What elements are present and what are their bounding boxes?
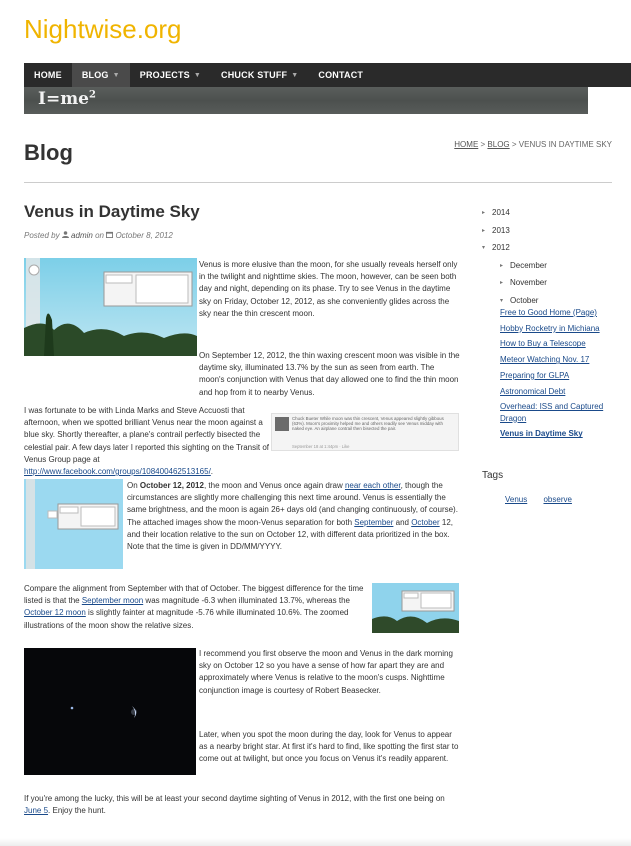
archive-year-2013[interactable] [482, 222, 622, 240]
chevron-right-icon: ▸ [500, 280, 504, 287]
archive-year-2012[interactable] [482, 239, 622, 257]
archive-post-link-current[interactable]: Venus in Daytime Sky [500, 429, 583, 439]
archive-month-label: October [510, 295, 539, 305]
archive-sidebar [482, 204, 622, 309]
post-paragraph-3 [24, 405, 270, 478]
archive-month-label: November [510, 278, 547, 288]
post-paragraph-8-text-b: . Enjoy the hunt. [48, 806, 106, 816]
chalkboard-banner [24, 87, 588, 114]
main-nav [24, 63, 631, 87]
post-meta [24, 231, 173, 240]
post-paragraph-4-text-d: 12, and their location relative to the sun on October 12, with different data prioritized in the box. Note that the time is given in DD/MM/YYYY. [127, 517, 453, 552]
september-link[interactable]: September [354, 517, 394, 527]
banner-formula [38, 89, 96, 109]
tag-observe[interactable]: observe [543, 495, 572, 504]
post-paragraph-5-text-c: is slightly fainter at magnitude -5.76 while illuminated 10.6%. The zoomed illustrations of the moon show the relative sizes. [24, 608, 349, 630]
nav-chuck-stuff[interactable] [211, 63, 308, 87]
chevron-down-icon: ▾ [500, 297, 504, 304]
posted-by-label: Posted by [24, 231, 60, 240]
post-paragraph-1: Venus is more elusive than the moon, for she usually reveals herself only in the twilight and nighttime skies. The moon, however, can be seen both day and night, depending on its phase. Try to see Venus in the daytime sky on Friday, October 12, 2012, as she conveniently glides across the sky near the thin crescent moon. [199, 260, 458, 318]
breadcrumb-separator: > [511, 140, 517, 149]
list-item [500, 401, 620, 424]
chevron-down-icon: ▼ [291, 71, 299, 79]
chevron-down-icon: ▼ [112, 71, 120, 79]
post-paragraph-5-text-a: Compare the alignment from September with that of October. The biggest difference for the time listed is that the [24, 584, 364, 606]
post-paragraph-8-text-a: If you're among the lucky, this will be at least your second daytime sighting of Venus in 2012, with the first one being on [24, 794, 445, 803]
post-paragraph-3-end: . [210, 467, 214, 477]
chevron-right-icon: ▸ [482, 210, 486, 217]
archive-year-label: 2012 [492, 243, 510, 253]
post-paragraph-4-text-b: , though the circumstances are slightly more challenging this next time around. Venus is essentially the same brightness, and the moon is again 26+ days old (and changing continuously, of course). The attached images show the moon-Venus separation for both [127, 481, 458, 527]
archive-year-label: 2014 [492, 208, 510, 218]
archive-post-link[interactable]: Preparing for GLPA [500, 370, 570, 380]
archive-months [482, 257, 622, 310]
nav-blog-label: BLOG [81, 70, 109, 80]
archive-post-link[interactable]: Free to Good Home (Page) [500, 308, 597, 317]
nighttime-conjunction-image[interactable] [24, 648, 196, 775]
breadcrumb-blog-link[interactable]: BLOG [487, 140, 510, 149]
post-title[interactable]: Venus in Daytime Sky [24, 202, 200, 221]
title-divider [24, 182, 612, 183]
chevron-right-icon: ▸ [500, 262, 504, 269]
list-item [500, 370, 620, 381]
chevron-down-icon: ▼ [193, 71, 202, 79]
near-each-other-link[interactable]: near each other [344, 481, 401, 490]
on-label: on [95, 231, 104, 240]
september-moon-link[interactable]: September moon [81, 596, 144, 606]
post-paragraph-4-text-a: , the moon and Venus once again draw [203, 481, 345, 490]
breadcrumb-separator: > [480, 140, 486, 149]
archive-month-label: December [510, 260, 547, 270]
list-item [500, 338, 620, 349]
site-title[interactable]: Nightwise.org [24, 14, 182, 44]
nav-projects[interactable] [130, 63, 211, 87]
sky-simulation-image-sun[interactable] [372, 583, 459, 633]
sky-simulation-image-october[interactable] [24, 479, 123, 569]
banner-formula-base: I=me [38, 89, 89, 109]
list-item [500, 386, 620, 397]
post-paragraph-3-text: I was fortunate to be with Linda Marks and Steve Accuosti that afternoon, when we spotted brilliant Venus near the moon against a blue sky. Shortly thereafter, a plane's contrail perfectly bisected the celestial pair. A few days later I reported this sighting on the Transit of Venus Group page at [24, 406, 270, 464]
user-icon [62, 231, 71, 240]
nav-home-label: HOME [34, 70, 62, 80]
post-paragraph-4-date: October 12, 2012 [139, 481, 204, 490]
page-title: Blog [24, 140, 73, 165]
nav-contact-label: CONTACT [318, 70, 364, 80]
archive-year-2014[interactable] [482, 204, 622, 222]
avatar [275, 417, 289, 431]
facebook-post-date: September 18 at 1:44pm · Like [292, 444, 350, 449]
tag-cloud [505, 495, 586, 504]
archive-year-label: 2013 [492, 225, 510, 235]
post-paragraph-8 [24, 793, 461, 817]
archive-month-december[interactable] [500, 257, 622, 275]
post-author[interactable]: admin [71, 231, 93, 240]
list-item [500, 354, 620, 365]
post-date: October 8, 2012 [115, 231, 173, 240]
facebook-group-link[interactable]: http://www.facebook.com/groups/108400462513165/ [24, 467, 211, 477]
list-item [500, 307, 620, 318]
sky-simulation-image-september[interactable] [24, 258, 197, 356]
facebook-post-caption: Chuck Bueter While moon was thin crescent, Venus appeared slightly gibbous (63%). Moon's proximity helped me and others readily see Venus midday with naked eye. An airplane contrail then bisected the pair. [292, 416, 444, 432]
post-paragraph-7: Later, when you spot the moon during the day, look for Venus to appear as a nearby bright star. At first it's hard to find, like spotting the first star to come out at twilight, but once you focus on Venus it's readily apparent. [199, 730, 459, 764]
nav-chuck-stuff-label: CHUCK STUFF [221, 70, 288, 80]
nav-contact[interactable] [308, 63, 373, 87]
chevron-down-icon: ▾ [482, 245, 486, 252]
breadcrumb [454, 140, 612, 149]
october-link[interactable]: October [411, 517, 440, 527]
breadcrumb-home-link[interactable]: HOME [454, 140, 479, 149]
june-5-link[interactable]: June 5 [24, 806, 49, 816]
post-paragraph-5-text-b: was magnitude -6.3 when illuminated 13.7%, whereas the [143, 596, 350, 606]
page-bottom-edge [0, 838, 631, 846]
banner-formula-exponent: 2 [89, 89, 96, 101]
archive-post-link[interactable]: Overhead: ISS and Captured Dragon [500, 402, 604, 423]
archive-post-link[interactable]: Astronomical Debt [500, 386, 566, 396]
post-paragraph-6: I recommend you first observe the moon and Venus in the dark morning sky on October 12 so you have a sense of how far apart they are and approximately where Venus is relative to the moon's cusps. Nighttime conjunction image is courtesy of Robert Beasecker. [199, 649, 453, 695]
post-paragraph-5 [24, 583, 368, 632]
archive-post-link[interactable]: How to Buy a Telescope [500, 339, 586, 349]
archive-post-link[interactable]: Meteor Watching Nov. 17 [500, 355, 590, 365]
post-paragraph-2a: On September 12, 2012, the thin waxing crescent moon was visible in the daytime sky, illuminated 13.7% by the sun as seen from earth. The moon's conjunction with Venus that day allowed one to find the thin moon and hop from it to nearby Venus. [199, 351, 460, 397]
list-item [500, 323, 620, 334]
chevron-right-icon: ▸ [482, 227, 486, 234]
nav-projects-label: PROJECTS [139, 70, 190, 80]
list-item [500, 428, 620, 439]
post-paragraph-4-text-c: and [393, 517, 412, 527]
tag-venus[interactable]: Venus [505, 495, 528, 504]
archive-post-link[interactable]: Hobby Rocketry in Michiana [500, 323, 600, 333]
nav-home[interactable] [24, 63, 72, 87]
archive-month-november[interactable] [500, 274, 622, 292]
october-12-moon-link[interactable]: October 12 moon [24, 608, 86, 618]
facebook-post-snippet[interactable] [271, 413, 459, 451]
archive-post-list [500, 307, 620, 444]
post-paragraph-4 [127, 480, 461, 553]
breadcrumb-current: VENUS IN DAYTIME SKY [518, 140, 612, 149]
nav-blog[interactable] [72, 63, 130, 87]
tags-heading: Tags [482, 470, 504, 481]
post-paragraph-4-lead: On [127, 481, 140, 490]
